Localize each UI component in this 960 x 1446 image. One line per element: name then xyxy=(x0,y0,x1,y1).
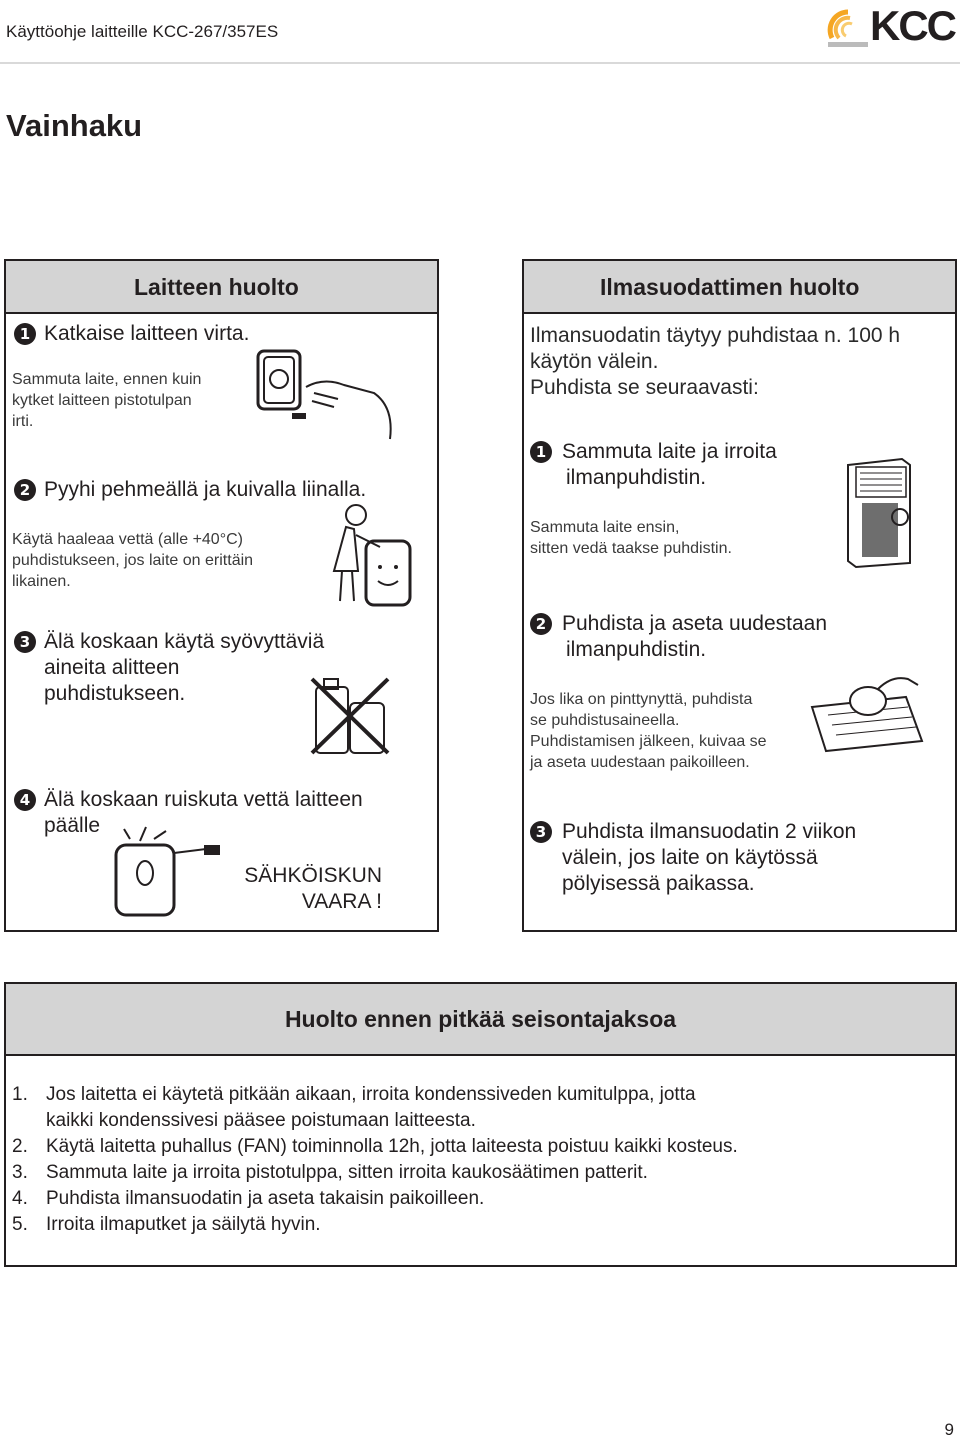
storage-section-header xyxy=(6,984,955,1056)
right-section-title: Ilmasuodattimen huolto xyxy=(600,274,860,300)
logo-arcs-icon xyxy=(826,4,870,50)
list-item: 1. Jos laitetta ei käytetä pitkään aikaan, irroita kondenssiveden kumitulppa, jotta kaikki kondenssivesi pääsee poistumaan laitteesta. xyxy=(12,1084,696,1131)
list-item: 3. Sammuta laite ja irroita pistotulppa, sitten irroita kaukosäätimen patterit. xyxy=(12,1162,648,1183)
right-section-box xyxy=(522,259,957,932)
list-item: 2. Käytä laitetta puhallus (FAN) toiminnolla 12h, jotta laiteesta poistuu kaikki kosteus. xyxy=(12,1136,738,1157)
logo-text: KCC xyxy=(870,2,955,49)
no-chemicals-icon xyxy=(306,673,396,758)
right-step-number-2: 2 xyxy=(530,613,552,635)
left-step-3-text: Älä koskaan käytä syövyttäviä aineita alitteen puhdistukseen. xyxy=(44,630,325,705)
step-number-3: 3 xyxy=(14,631,36,653)
left-step-1-text: Katkaise laitteen virta. xyxy=(44,322,250,345)
header-divider xyxy=(0,62,960,64)
left-section-header xyxy=(6,261,437,314)
page-number: 9 xyxy=(944,1420,954,1439)
page-heading: Vainhaku xyxy=(6,108,143,143)
left-step-2-text: Pyyhi pehmeällä ja kuivalla liinalla. xyxy=(44,478,367,501)
step-number-4: 4 xyxy=(14,789,36,811)
left-step-1-note: Sammuta laite, ennen kuin kytket laitteen pistotulpan irti. xyxy=(12,371,202,430)
left-section-box xyxy=(4,259,439,932)
water-spray-icon xyxy=(110,823,230,919)
electric-shock-warning: SÄHKÖISKUN VAARA ! xyxy=(244,864,382,913)
right-step-3-text: Puhdista ilmansuodatin 2 viikon välein, jos laite on käytössä pölyisessä paikassa. xyxy=(562,820,857,895)
right-step-2-text: Puhdista ja aseta uudestaan ilmanpuhdistin. xyxy=(562,612,828,661)
right-section-header xyxy=(524,261,955,314)
storage-section-title: Huolto ennen pitkää seisontajaksoa xyxy=(284,1006,677,1032)
cleaning-person-icon xyxy=(306,501,416,611)
plug-icon xyxy=(254,347,404,447)
right-step-1-note: Sammuta laite ensin, sitten vedä taakse puhdistin. xyxy=(530,519,732,557)
list-item: 5. Irroita ilmaputket ja säilytä hyvin. xyxy=(12,1214,321,1235)
air-filter-icon xyxy=(808,671,928,757)
step-number-2: 2 xyxy=(14,479,36,501)
kcc-logo xyxy=(826,4,956,50)
document-header-title: Käyttöohje laitteille KCC-267/357ES xyxy=(6,22,279,41)
air-conditioner-icon xyxy=(840,455,918,571)
step-number-1: 1 xyxy=(14,323,36,345)
left-section-title: Laitteen huolto xyxy=(134,274,299,300)
right-step-1-text: Sammuta laite ja irroita ilmanpuhdistin. xyxy=(562,440,777,489)
storage-instructions-list xyxy=(12,1082,738,1238)
list-item: 4. Puhdista ilmansuodatin ja aseta takaisin paikoilleen. xyxy=(12,1188,485,1209)
right-step-number-3: 3 xyxy=(530,821,552,843)
right-step-2-note: Jos lika on pinttynyttä, puhdista se puhdistusaineella. Puhdistamisen jälkeen, kuivaa se ja aseta uudestaan paikoilleen. xyxy=(530,691,767,771)
right-intro-text: Ilmansuodatin täytyy puhdistaa n. 100 h käytön välein. Puhdista se seuraavasti: xyxy=(530,324,901,399)
right-step-number-1: 1 xyxy=(530,441,552,463)
left-step-2-note: Käytä haaleaa vettä (alle +40°C) puhdistukseen, jos laite on erittäin likainen. xyxy=(12,531,254,590)
left-step-4-text: Älä koskaan ruiskuta vettä laitteen päälle xyxy=(44,788,363,837)
